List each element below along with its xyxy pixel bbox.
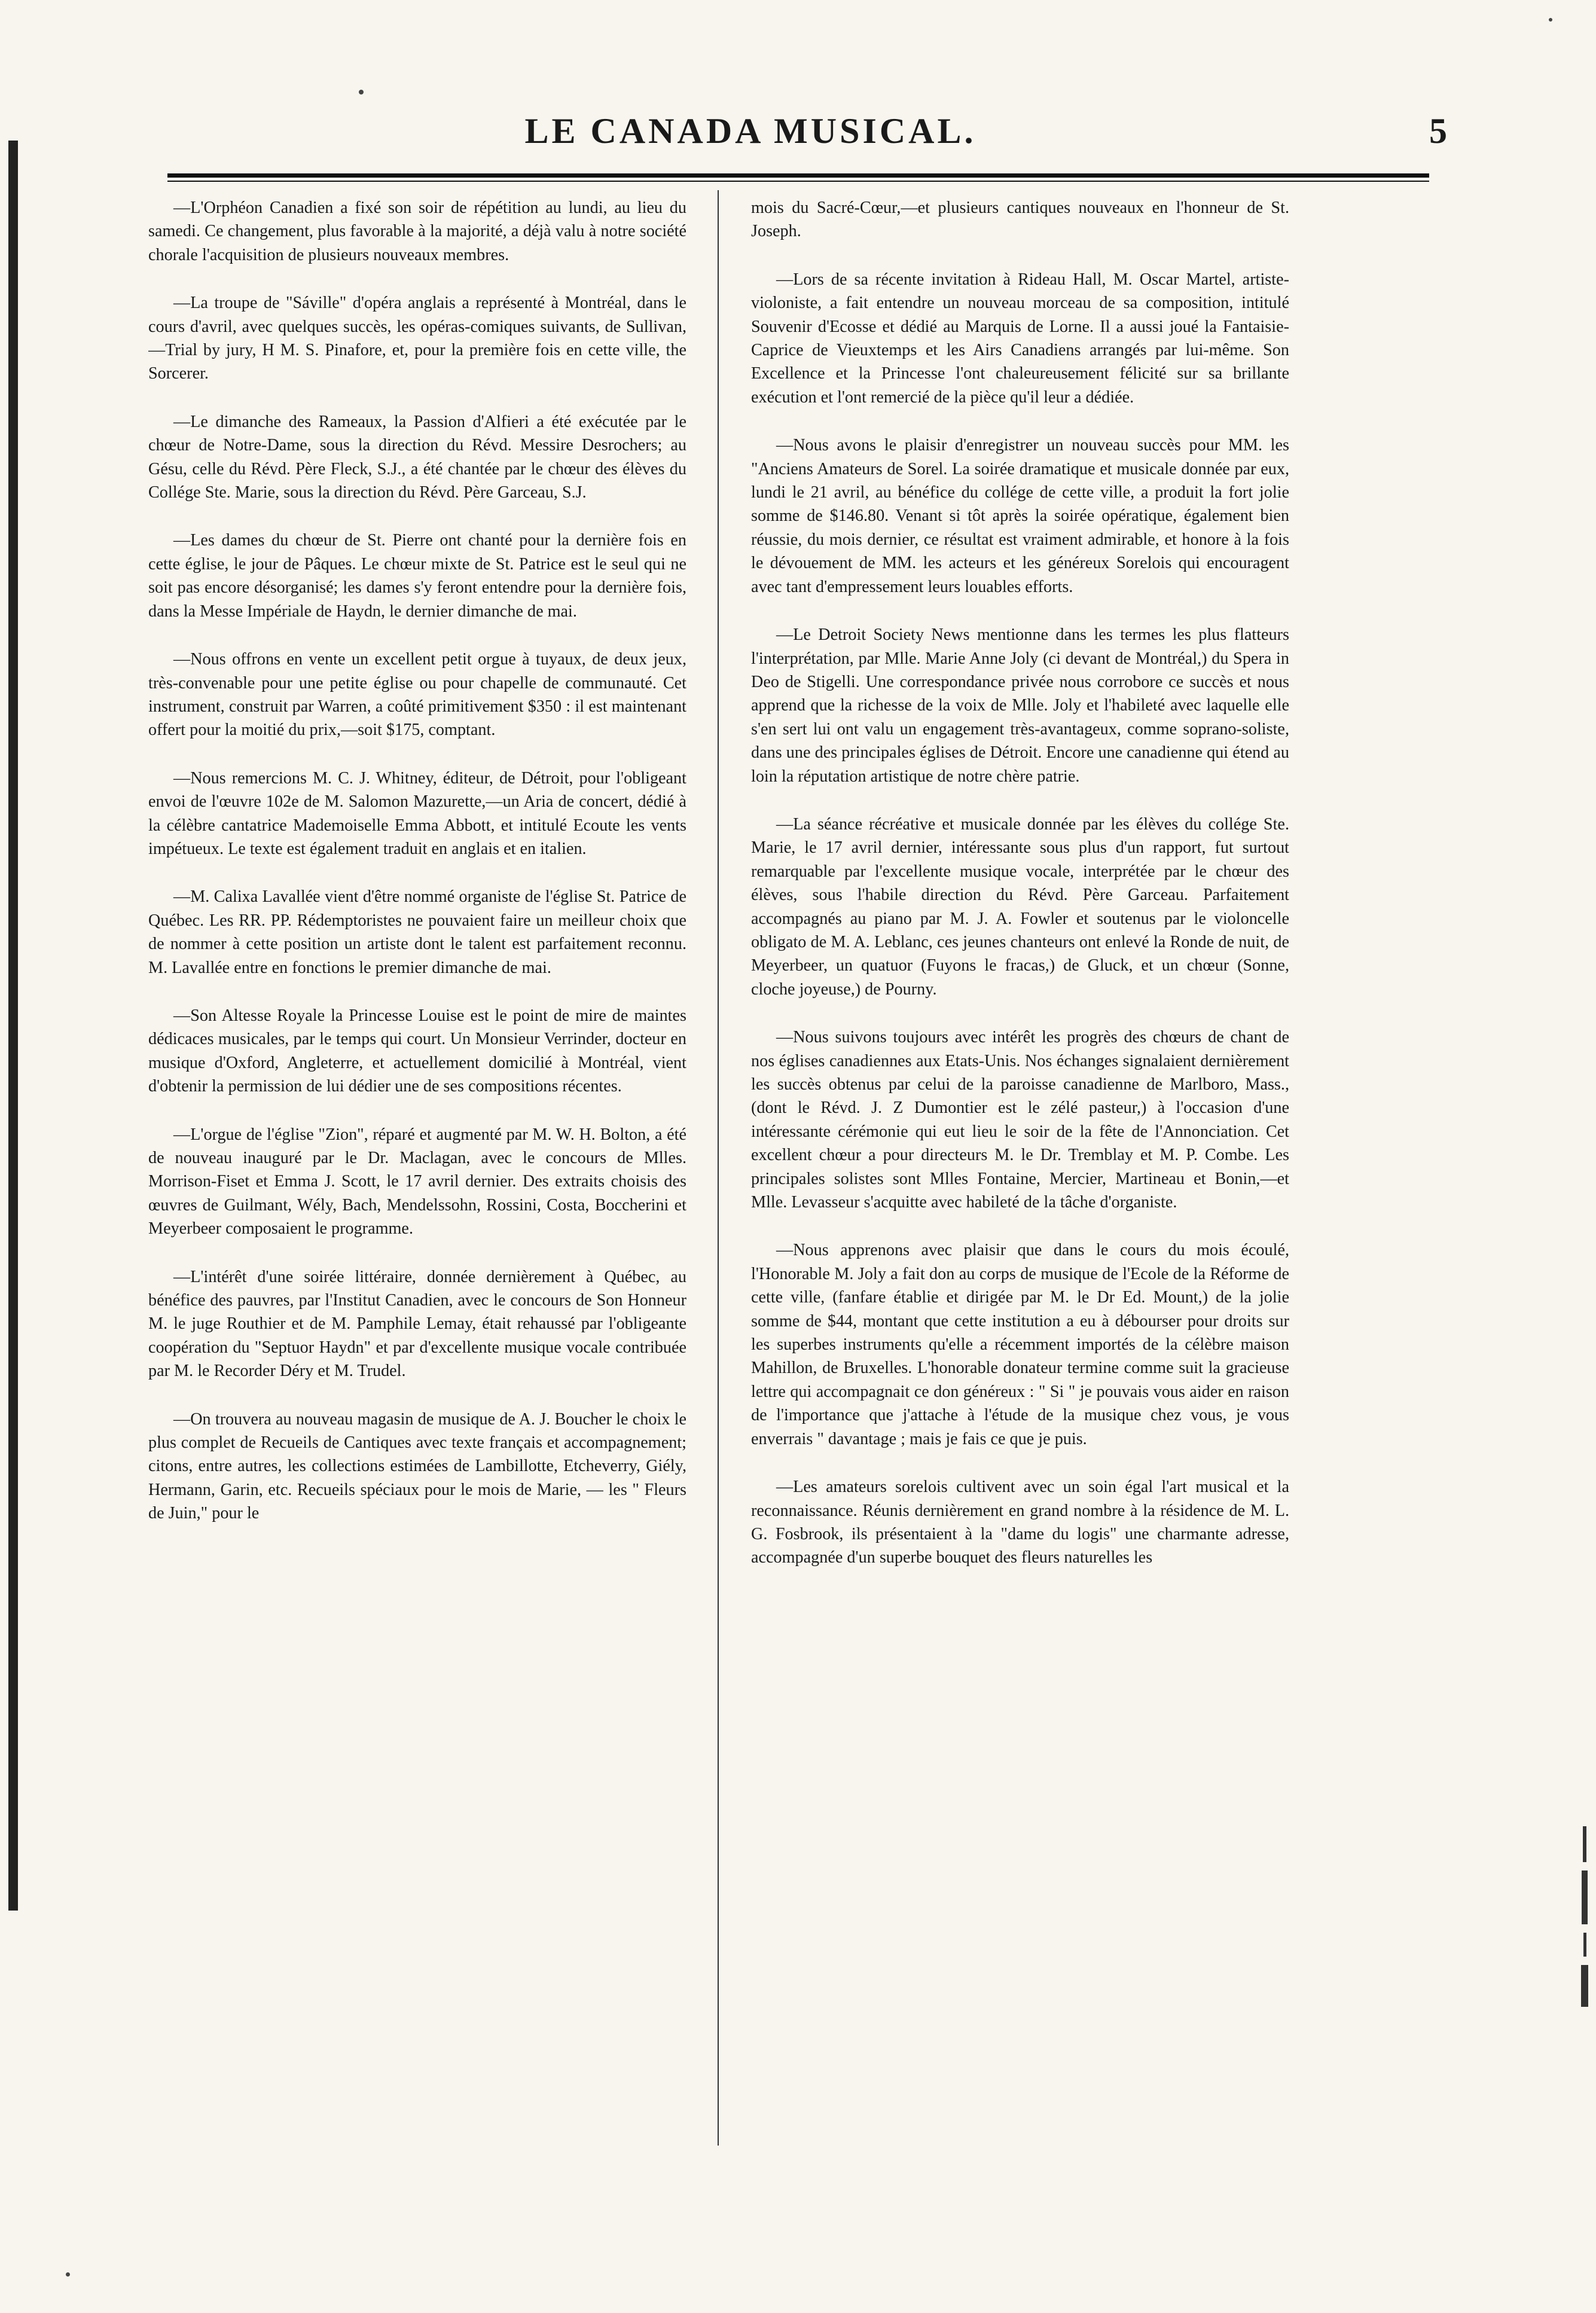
news-item: —Le Detroit Society News mentionne dans les termes les plus flatteurs l'interprétation, par Mlle. Marie Anne Joly (ci devant de Montréal,) du Spera in Deo de Stigelli. Une correspondance privée nous corrobore ce succès et nous apprend que la richesse de la voix de Mlle. Joly et l'habileté avec laquelle elle s'en sert lui ont valu un engagement très-avantageux, comme soprano-soliste, dans une des principales églises de Détroit. Encore une canadienne qui étend au loin la réputation artistique de notre chère patrie. [751, 625, 1289, 786]
binding-edge-shadow [8, 141, 18, 1911]
news-item: —Les dames du chœur de St. Pierre ont chanté pour la dernière fois en cette église, le jour de Pâques. Le chœur mixte de St. Patrice est le seul qui ne soit pas encore désorganisé; les dames s'y feront entendre pour la dernière fois, dans la Messe Impériale de Haydn, le dernier dimanche de mai. [148, 531, 686, 621]
header-rule-thin [167, 181, 1429, 182]
news-item: —La troupe de "Sáville" d'opéra anglais a représenté à Montréal, dans le cours d'avril, avec quelques succès, les opéras-comiques suivants, de Sullivan,—Trial by jury, H M. S. Pinafore, et, pour la première fois en cette ville, the Sorcerer. [148, 294, 686, 383]
news-item: —La séance récréative et musicale donnée par les élèves du collége Ste. Marie, le 17 avril dernier, intéressante sous plus d'un rapport, fut surtout remarquable par l'excellente musique vocale, interprétée par le chœur des élèves, sous l'habile direction du Révd. Père Garceau. Parfaitement accompagnés au piano par M. J. A. Fowler et soutenus par le violoncelle obligato de M. A. Leblanc, ces jeunes chanteurs ont enlevé la Ronde de nuit, de Meyerbeer, un quatuor (Fuyons le fracas,) de Gluck, et un chœur (Sonne, cloche joyeuse,) de Pourny. [751, 814, 1289, 999]
scan-speck [359, 90, 364, 94]
masthead-title: LE CANADA MUSICAL. [524, 111, 976, 151]
scan-speck [1549, 18, 1552, 22]
news-item: —Nous remercions M. C. J. Whitney, éditeur, de Détroit, pour l'obligeant envoi de l'œuvre 102e de M. Salomon Mazurette,—un Aria de concert, dédié à la célèbre cantatrice Mademoiselle Emma Abbott, et intitulé Ecoute les vents impétueux. Le texte est également traduit en anglais et en italien. [148, 768, 686, 858]
news-item: —Nous apprenons avec plaisir que dans le cours du mois écoulé, l'Honorable M. Joly a fait don au corps de musique de l'Ecole de la Réforme de cette ville, (fanfare établie et dirigée par M. le Dr Ed. Mount,) de la jolie somme de $44, montant que cette institution a eu à débourser pour droits sur les superbes instruments qu'elle a récemment importés de la célèbre maison Mahillon, de Bruxelles. L'honorable donateur termine comme suit la gracieuse lettre qui accompagnait ce don généreux : " Si " je pouvais vous aider en raison de l'importance que j'attache à l'étude de la musique chez vous, je vous enverrais " davantage ; mais je fais ce que je puis. [751, 1241, 1289, 1448]
news-item: —M. Calixa Lavallée vient d'être nommé organiste de l'église St. Patrice de Québec. Les RR. PP. Rédemptoristes ne pouvaient faire un meilleur choix que de nommer à cette position un artiste dont le talent est parfaitement reconnu. M. Lavallée entre en fonctions le premier dimanche de mai. [148, 887, 686, 977]
news-item: —On trouvera au nouveau magasin de musique de A. J. Boucher le choix le plus complet de Recueils de Cantiques avec texte français et accompagnement; citons, entre autres, les collections estimées de Lambillotte, Etcheverry, Giély, Hermann, Garin, etc. Recueils spéciaux pour le mois de Marie, — les " Fleurs de Juin," pour le [148, 1409, 686, 1523]
page-number: 5 [1429, 111, 1447, 151]
scan-edge-marks [1578, 1818, 1591, 2045]
left-column [148, 196, 686, 2169]
news-item: —L'intérêt d'une soirée littéraire, donnée dernièrement à Québec, au bénéfice des pauvres, par l'Institut Canadien, avec le concours de Son Honneur M. le juge Routhier et de M. Pamphile Lemay, était rehaussé par l'obligeante coopération du "Septuor Haydn" et par d'excellente musique vocale contribuée par M. le Recorder Déry et M. Trudel. [148, 1267, 686, 1381]
news-item: —Nous suivons toujours avec intérêt les progrès des chœurs de chant de nos églises canadiennes aux Etats-Unis. Nos échanges signalaient dernièrement les succès obtenus par celui de la paroisse canadienne de Marlboro, Mass., (dont le Révd. J. Z Dumontier est le zélé pasteur,) à l'occasion d'une intéressante cérémonie qui eut lieu le soir de la fête de l'Annonciation. Cet excellent chœur a pour directeurs M. le Dr. Tremblay et M. P. Combe. Les principales solistes sont Mlles Fontaine, Mercier, Martineau et Bonin,—et Mlle. Levasseur s'acquitte avec habileté de la tâche d'organiste. [751, 1028, 1289, 1212]
news-item: —Les amateurs sorelois cultivent avec un soin égal l'art musical et la reconnaissance. Réunis dernièrement en grand nombre à la résidence de M. L. G. Fosbrook, ils présentaient à la "dame du logis" une charmante adresse, accompagnée d'un superbe bouquet des fleurs naturelles les [751, 1478, 1289, 1567]
right-column [751, 196, 1289, 2169]
page-header [54, 111, 1447, 167]
news-item: —Son Altesse Royale la Princesse Louise est le point de mire de maintes dédicaces musicales, par le temps qui court. Un Monsieur Verrinder, docteur en musique d'Oxford, Angleterre, et actuellement domicilié à Montréal, vient d'obtenir la permission de lui dédier une de ses compositions récentes. [148, 1006, 686, 1096]
news-item-continued: mois du Sacré-Cœur,—et plusieurs cantiques nouveaux en l'honneur de St. Joseph. [751, 199, 1289, 241]
news-item: —Nous offrons en vente un excellent petit orgue à tuyaux, de deux jeux, très-convenable pour une petite église ou pour chapelle de communauté. Cet instrument, construit par Warren, a coûté primitivement $350 : il est maintenant offert pour la moitié du prix,—soit $175, comptant. [148, 650, 686, 740]
news-item: —Lors de sa récente invitation à Rideau Hall, M. Oscar Martel, artiste-violoniste, a fait entendre un nouveau morceau de sa composition, intitulé Souvenir d'Ecosse et dédié au Marquis de Lorne. Il a aussi joué la Fantaisie-Caprice de Vieuxtemps et les Airs Canadiens arrangés par lui-même. Son Excellence et la Princesse l'ont chaleureusement félicité sur sa brillante exécution et l'ont remercié de la pièce qu'il leur a dédiée. [751, 270, 1289, 407]
news-item: —L'orgue de l'église "Zion", réparé et augmenté par M. W. H. Bolton, a été de nouveau inauguré par le Dr. Maclagan, avec le concours de Mlles. Morrison-Fiset et Emma J. Scott, le 17 avril dernier. Des extraits choisis des œuvres de Guilmant, Wély, Bach, Mendelssohn, Rossini, Costa, Boccherini et Meyerbeer composaient le programme. [148, 1125, 686, 1238]
news-item: —Le dimanche des Rameaux, la Passion d'Alfieri a été exécutée par le chœur de Notre-Dame, sous la direction du Révd. Messire Desrochers; au Gésu, celle du Révd. Père Fleck, S.J., a été chantée par le chœur des élèves du Collége Ste. Marie, sous la direction du Révd. Père Garceau, S.J. [148, 412, 686, 502]
news-item: —Nous avons le plaisir d'enregistrer un nouveau succès pour MM. les "Anciens Amateurs de Sorel. La soirée dramatique et musicale donnée par eux, lundi le 21 avril, au bénéfice du collége de cette ville, a produit la fort jolie somme de $146.80. Venant si tôt après la soirée opératique, également bien réussie, du mois dernier, ce résultat est vraiment admirable, et honore à la fois le dévouement de MM. les acteurs et les généreux Sorelois qui encouragent avec tant d'empressement leurs louables efforts. [751, 436, 1289, 596]
column-divider [718, 190, 719, 2146]
scan-speck [66, 2272, 70, 2277]
news-item: —L'Orphéon Canadien a fixé son soir de répétition au lundi, au lieu du samedi. Ce changement, plus favorable à la majorité, a déjà valu à notre société chorale l'acquisition de plusieurs nouveaux membres. [148, 199, 686, 264]
header-rule [167, 173, 1429, 178]
